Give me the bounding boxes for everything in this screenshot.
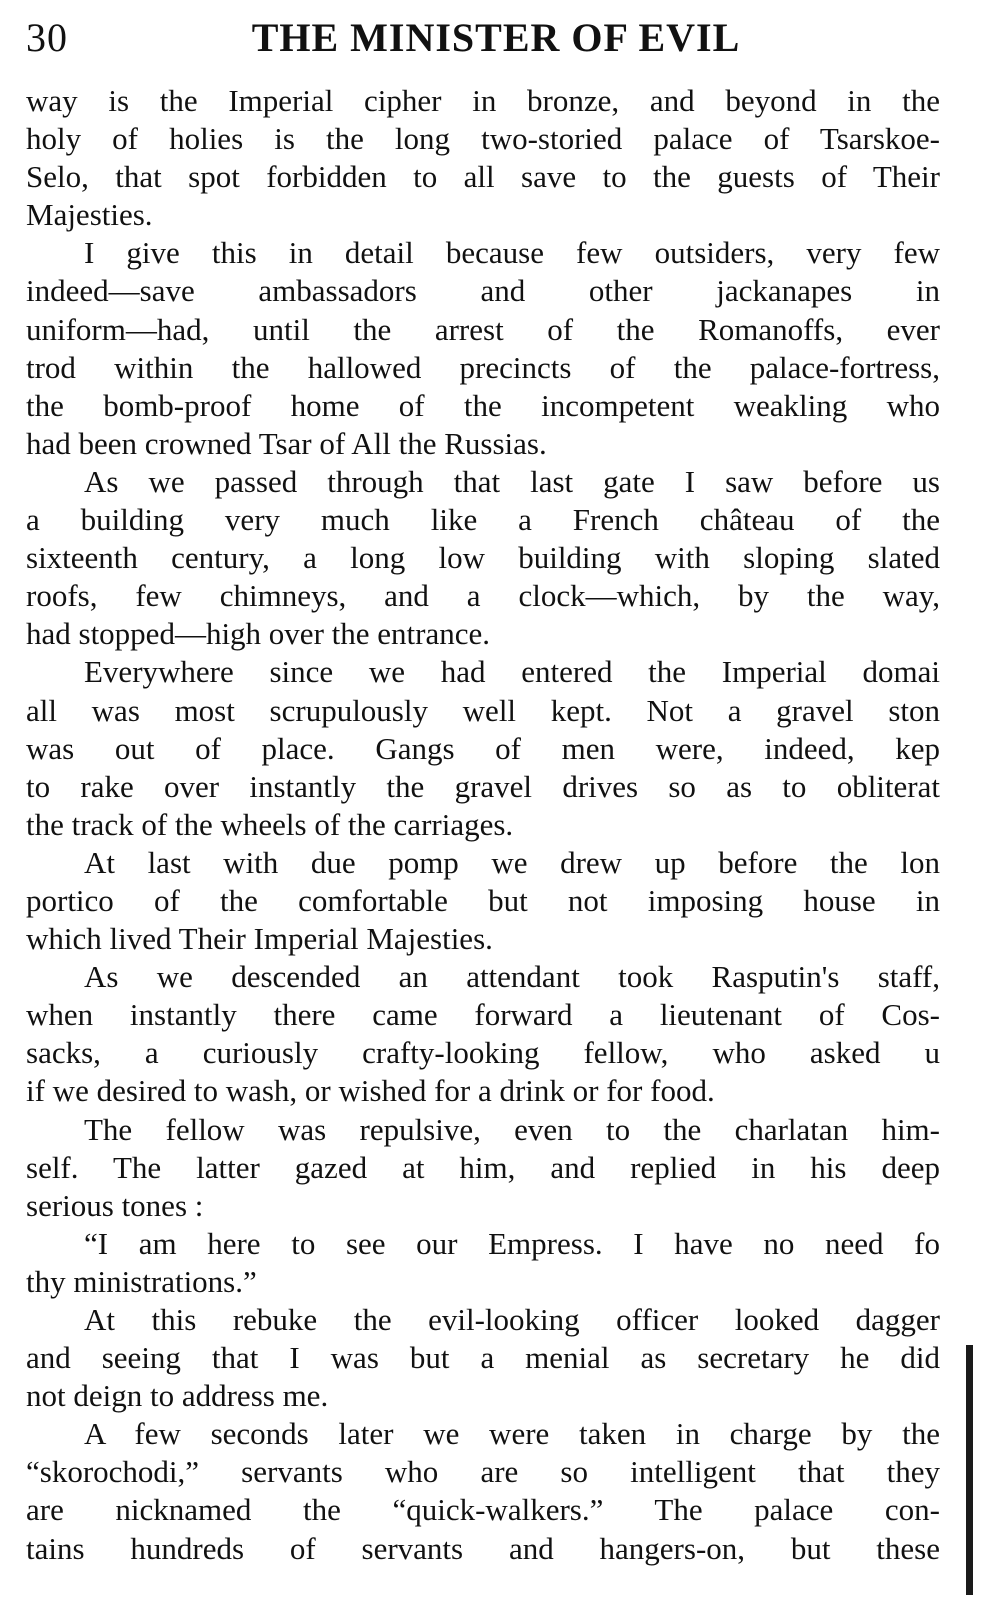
text-line: are nicknamed the “quick-walkers.” The palace con- — [26, 1492, 940, 1528]
text-line: As we descended an attendant took Rasputin's staff, — [84, 959, 940, 995]
text-line: A few seconds later we were taken in charge by the — [84, 1416, 940, 1452]
text-line: sacks, a curiously crafty-looking fellow, who asked u — [26, 1035, 940, 1071]
text-line: when instantly there came forward a lieutenant of Cos- — [26, 997, 940, 1033]
text-line: indeed—save ambassadors and other jackanapes in — [26, 273, 940, 309]
text-line: Selo, that spot forbidden to all save to the guests of Their — [26, 159, 940, 195]
text-line: I give this in detail because few outsiders, very few — [84, 235, 940, 271]
page-number: 30 — [26, 15, 68, 60]
text-line: the bomb-proof home of the incompetent weakling who — [26, 387, 940, 423]
text-line: all was most scrupulously well kept. Not a gravel ston — [26, 692, 940, 728]
text-line: At last with due pomp we drew up before the lon — [84, 844, 940, 880]
text-line: At this rebuke the evil-looking officer looked dagger — [84, 1302, 940, 1337]
text-line: roofs, few chimneys, and a clock—which, by the way, — [26, 578, 940, 614]
text-line: had been crowned Tsar of All the Russias. — [26, 425, 547, 461]
text-line: trod within the hallowed precincts of the palace-fortress, — [26, 349, 940, 385]
text-line: Majesties. — [26, 197, 153, 233]
text-line: As we passed through that last gate I saw before us — [84, 463, 940, 499]
scan-page-edge — [966, 1345, 973, 1595]
page-header — [26, 10, 956, 70]
running-title: THE MINISTER OF EVIL — [251, 15, 741, 60]
text-line: which lived Their Imperial Majesties. — [26, 921, 493, 957]
text-line: sixteenth century, a long low building with sloping slated — [26, 540, 940, 576]
text-line: serious tones : — [26, 1187, 204, 1223]
text-line: the track of the wheels of the carriages. — [26, 806, 514, 842]
text-line: and seeing that I was but a menial as secretary he did — [26, 1340, 940, 1376]
text-line: portico of the comfortable but not imposing house in — [26, 882, 940, 918]
text-line: if we desired to wash, or wished for a drink or for food. — [26, 1073, 715, 1109]
text-line: The fellow was repulsive, even to the charlatan him- — [84, 1111, 940, 1147]
text-line: “skorochodi,” servants who are so intelligent that they — [26, 1454, 940, 1490]
text-line: self. The latter gazed at him, and replied in his deep — [26, 1149, 940, 1185]
text-line: way is the Imperial cipher in bronze, and beyond in the — [26, 83, 940, 118]
text-line: uniform—had, until the arrest of the Romanoffs, ever — [26, 311, 940, 347]
text-line: thy ministrations.” — [26, 1263, 257, 1299]
text-line: “I am here to see our Empress. I have no need fo — [84, 1225, 940, 1261]
body-text — [26, 82, 940, 1568]
text-line: holy of holies is the long two-storied palace of Tsarskoe- — [26, 121, 940, 157]
text-line: was out of place. Gangs of men were, indeed, kep — [26, 730, 940, 766]
text-line: to rake over instantly the gravel drives so as to obliterat — [26, 768, 940, 804]
text-line: not deign to address me. — [26, 1378, 329, 1414]
text-line: a building very much like a French château of the — [26, 502, 940, 538]
text-line: had stopped—high over the entrance. — [26, 616, 490, 652]
text-line: Everywhere since we had entered the Imperial domai — [84, 654, 940, 690]
text-line: tains hundreds of servants and hangers-on, but these — [26, 1530, 940, 1566]
